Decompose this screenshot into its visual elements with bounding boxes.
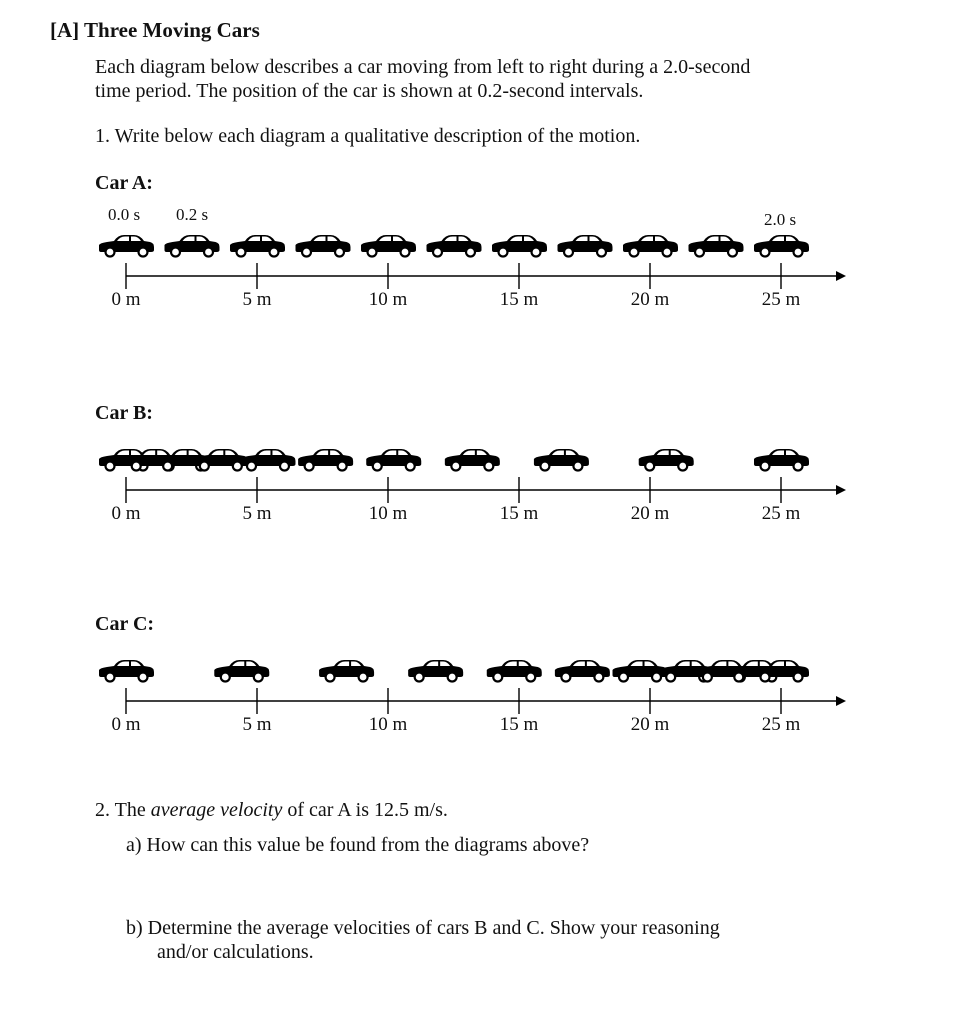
question-2-emphasis: average velocity bbox=[150, 799, 283, 821]
car-b-tick-label-4: 20 m bbox=[630, 503, 670, 524]
car-a-tick-label-2: 10 m bbox=[368, 289, 408, 310]
car-a-label: Car A: bbox=[95, 172, 153, 194]
car-a-position-9 bbox=[689, 235, 744, 257]
car-b-position-3 bbox=[193, 449, 248, 471]
car-b-position-4 bbox=[240, 449, 295, 471]
question-2a: a) How can this value be found from the diagrams above? bbox=[126, 834, 590, 856]
question-2b-line-2: and/or calculations. bbox=[157, 941, 314, 963]
car-b-diagram bbox=[0, 446, 958, 546]
car-c-position-3 bbox=[408, 660, 463, 682]
car-a-position-7 bbox=[558, 235, 613, 257]
car-a-position-5 bbox=[427, 235, 482, 257]
section-title: [A] Three Moving Cars bbox=[50, 18, 260, 42]
car-a-tick-label-4: 20 m bbox=[630, 289, 670, 310]
car-c-position-1 bbox=[214, 660, 269, 682]
car-c-tick-label-2: 10 m bbox=[368, 714, 408, 735]
question-2 bbox=[95, 799, 448, 822]
car-c-tick-label-4: 20 m bbox=[630, 714, 670, 735]
car-a-tick-label-1: 5 m bbox=[242, 289, 272, 310]
car-a-position-4 bbox=[361, 235, 416, 257]
car-a-position-10 bbox=[754, 235, 809, 257]
car-b-position-5 bbox=[298, 449, 353, 471]
car-b-position-9 bbox=[639, 449, 694, 471]
car-b-position-8 bbox=[534, 449, 589, 471]
car-c-position-4 bbox=[487, 660, 542, 682]
car-b-position-6 bbox=[366, 449, 421, 471]
car-c-position-2 bbox=[319, 660, 374, 682]
car-c-position-6 bbox=[613, 660, 668, 682]
car-a-tick-label-5: 25 m bbox=[761, 289, 801, 310]
car-a-position-2 bbox=[230, 235, 285, 257]
car-a-position-0 bbox=[99, 235, 154, 257]
car-a-diagram-svg bbox=[0, 232, 958, 302]
car-a-time-second: 0.2 s bbox=[176, 205, 209, 224]
car-b-label: Car B: bbox=[95, 402, 153, 424]
car-c-tick-label-1: 5 m bbox=[242, 714, 272, 735]
car-c-axis-arrow bbox=[836, 696, 846, 706]
car-a-tick-label-3: 15 m bbox=[499, 289, 539, 310]
car-b-diagram-svg bbox=[0, 446, 958, 516]
car-b-tick-label-0: 0 m bbox=[111, 503, 141, 524]
question-2-suffix: of car A is 12.5 m/s. bbox=[282, 799, 448, 821]
car-a-time-end: 2.0 s bbox=[764, 210, 797, 229]
car-c-position-0 bbox=[99, 660, 154, 682]
car-a-position-6 bbox=[492, 235, 547, 257]
car-a-position-1 bbox=[165, 235, 220, 257]
car-a-axis-arrow bbox=[836, 271, 846, 281]
car-a-position-3 bbox=[296, 235, 351, 257]
car-a-position-8 bbox=[623, 235, 678, 257]
car-b-position-10 bbox=[754, 449, 809, 471]
car-c-position-5 bbox=[555, 660, 610, 682]
car-c-diagram bbox=[0, 657, 958, 757]
car-b-tick-label-1: 5 m bbox=[242, 503, 272, 524]
question-2b-line-1: b) Determine the average velocities of cars B and C. Show your reasoning bbox=[126, 917, 720, 939]
car-a-tick-label-0: 0 m bbox=[111, 289, 141, 310]
car-c-label: Car C: bbox=[95, 613, 155, 635]
car-b-tick-label-3: 15 m bbox=[499, 503, 539, 524]
car-b-tick-label-2: 10 m bbox=[368, 503, 408, 524]
intro-line-2: time period. The position of the car is shown at 0.2-second intervals. bbox=[95, 80, 644, 102]
car-c-tick-label-5: 25 m bbox=[761, 714, 801, 735]
intro-line-1: Each diagram below describes a car moving from left to right during a 2.0-second bbox=[95, 56, 751, 78]
car-b-axis-arrow bbox=[836, 485, 846, 495]
question-2-prefix: 2. The bbox=[95, 799, 151, 821]
car-b-tick-label-5: 25 m bbox=[761, 503, 801, 524]
car-c-tick-label-3: 15 m bbox=[499, 714, 539, 735]
car-c-diagram-svg bbox=[0, 657, 958, 727]
car-b-position-7 bbox=[445, 449, 500, 471]
car-a-time-start: 0.0 s bbox=[108, 205, 141, 224]
car-c-tick-label-0: 0 m bbox=[111, 714, 141, 735]
car-a-diagram bbox=[0, 232, 958, 332]
question-1: 1. Write below each diagram a qualitative description of the motion. bbox=[95, 125, 641, 147]
